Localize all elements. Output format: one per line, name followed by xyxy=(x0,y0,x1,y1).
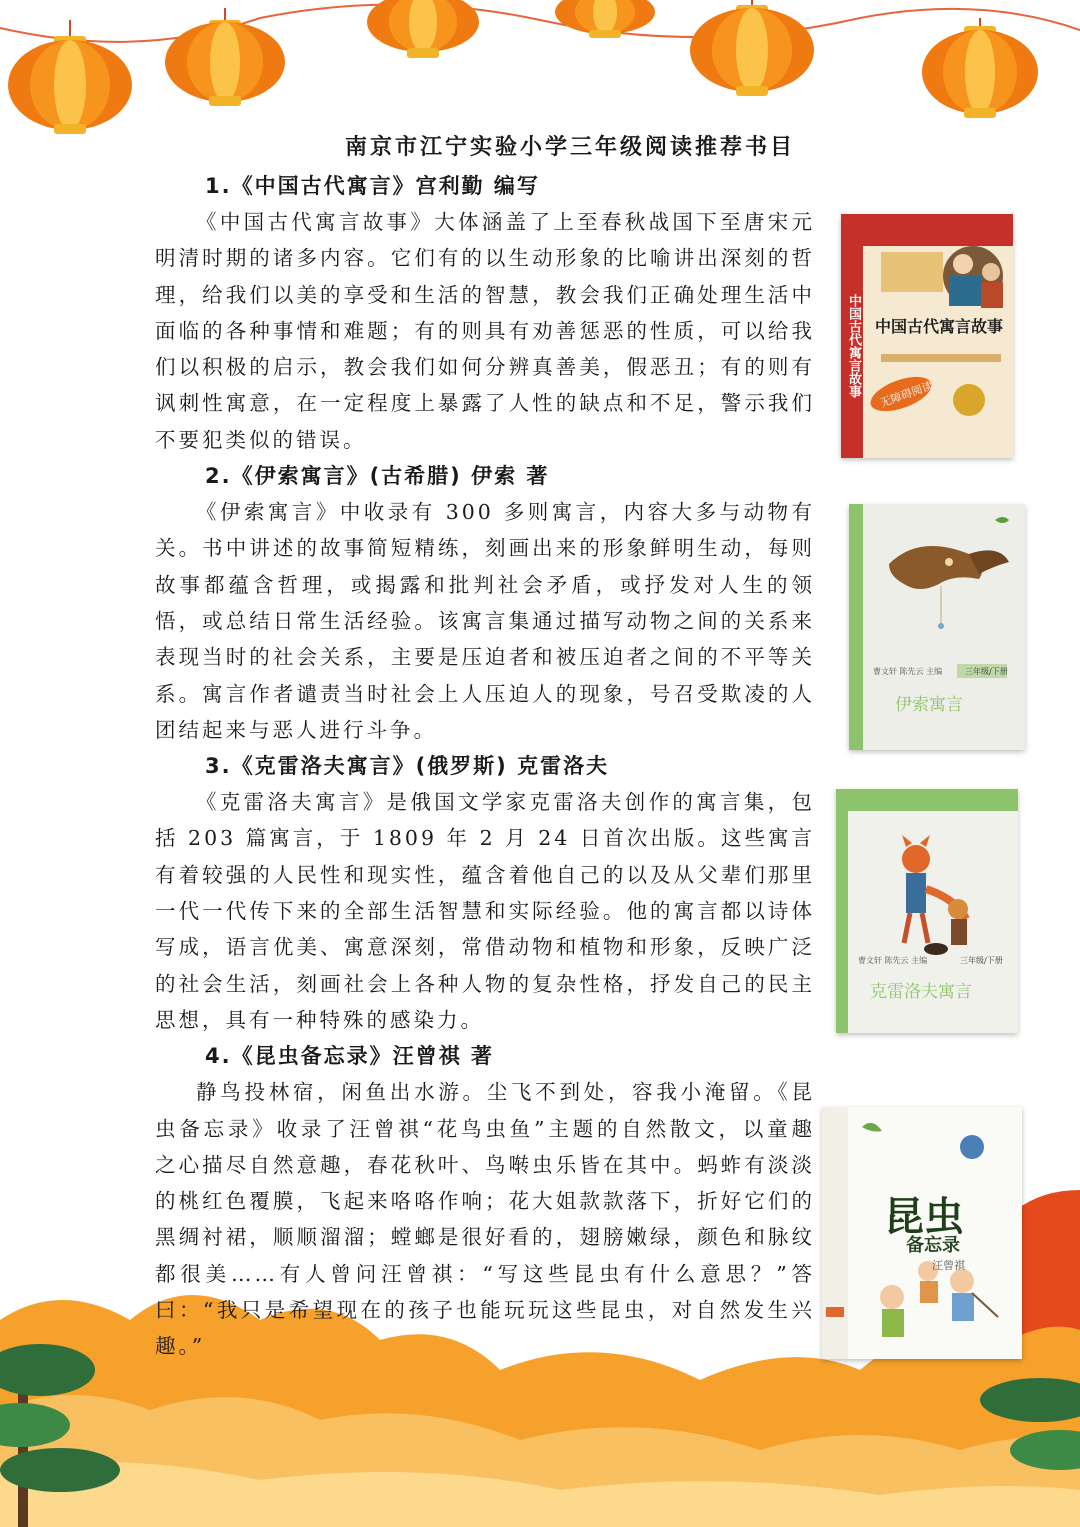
book-cover-3 xyxy=(836,789,1018,1033)
cover-1-spine: 中国古代寓言故事 xyxy=(846,294,861,398)
lantern-1 xyxy=(8,20,132,134)
cover-4-title-small: 备忘录 xyxy=(906,1235,960,1256)
lantern-string xyxy=(0,4,1080,41)
book-description-2: 《伊索寓言》中收录有 300 多则寓言，内容大多与动物有关。书中讲述的故事简短精练，刻画出来的形象鲜明生动，每则故事都蕴含哲理，或揭露和批判社会矛盾，或抒发对人生的领悟，或总结日常生活经验。该寓言集通过描写动物之间的关系来表现当时的社会关系，主要是压迫者和被压迫者之间的不平等关系。寓言作者谴责当时社会上人压迫人的现象，号召受欺凌的人团结起来与恶人进行斗争。 xyxy=(155,500,815,742)
book-cover-2 xyxy=(849,504,1025,750)
cover-3-title: 克雷洛夫寓言 xyxy=(870,982,972,1002)
book-heading-4: 4.《昆虫备忘录》汪曾祺 著 xyxy=(205,1044,494,1069)
book-heading-1: 1.《中国古代寓言》宫利勤 编写 xyxy=(205,174,540,198)
cover-2-title: 伊索寓言 xyxy=(895,695,963,715)
cover-1-title: 中国古代寓言故事 xyxy=(875,317,1004,336)
book-heading-2: 2.《伊索寓言》(古希腊) 伊索 著 xyxy=(205,464,550,489)
document-title: 南京市江宁实验小学三年级阅读推荐书目 xyxy=(344,135,795,160)
cover-2-grade: 三年级/下册 xyxy=(965,667,1008,676)
lantern-3 xyxy=(367,0,479,58)
cover-3-grade: 三年级/下册 xyxy=(960,956,1003,965)
cover-2-editors: 曹文轩 陈先云 主编 xyxy=(873,667,943,676)
cover-4-title-big: 昆虫 xyxy=(884,1193,964,1240)
lantern-2 xyxy=(165,8,285,106)
book-entry-4 xyxy=(155,1038,815,1364)
lantern-5 xyxy=(690,0,814,96)
book-description-3: 《克雷洛夫寓言》是俄国文学家克雷洛夫创作的寓言集，包括 203 篇寓言，于 1809 年 2 月 24 日首次出版。这些寓言有着较强的人民性和现实性，蕴含着他自己的以及从父辈们那里一代一代传下来的全部生活智慧和实际经验。他的寓言都以诗体写成，语言优美、寓意深刻，常借动物和植物和形象，反映广泛的社会生活，刻画社会上各种人物的复杂性格，抒发自己的民主思想，具有一种特殊的感染力。 xyxy=(155,790,815,1032)
book-entry-3 xyxy=(155,748,815,1038)
lantern-decoration xyxy=(0,0,1080,140)
book-heading-3: 3.《克雷洛夫寓言》(俄罗斯) 克雷洛夫 xyxy=(205,754,610,779)
cover-3-editors: 曹文轩 陈先云 主编 xyxy=(858,956,928,965)
book-entry-1 xyxy=(155,168,815,458)
lantern-6 xyxy=(922,18,1038,118)
book-entry-2 xyxy=(155,458,815,748)
book-list xyxy=(155,168,815,1365)
cover-4-author: 汪曾祺 xyxy=(932,1259,965,1272)
book-description-1: 《中国古代寓言故事》大体涵盖了上至春秋战国下至唐宋元明清时期的诸多内容。它们有的以生动形象的比喻讲出深刻的哲理，给我们以美的享受和生活的智慧，教会我们正确处理生活中面临的各种事情和难题；有的则具有劝善惩恶的性质，可以给我们以积极的启示，教会我们如何分辨真善美，假恶丑；有的则有讽刺性寓意，在一定程度上暴露了人性的缺点和不足，警示我们不要犯类似的错误。 xyxy=(155,210,815,452)
book-cover-4 xyxy=(822,1107,1022,1359)
book-cover-1 xyxy=(841,214,1013,458)
lantern-4 xyxy=(555,0,655,38)
cover-1-badge: 无障碍阅读 xyxy=(878,378,935,410)
book-description-4: 静鸟投林宿，闲鱼出水游。尘飞不到处，容我小淹留。《昆虫备忘录》收录了汪曾祺“花鸟虫鱼”主题的自然散文，以童趣之心描尽自然意趣，春花秋叶、鸟啭虫乐皆在其中。蚂蚱有淡淡的桃红色覆膜，飞起来咯咯作响；花大姐款款落下，折好它们的黑绸衬裙，顺顺溜溜；螳螂是很好看的，翅膀嫩绿，颜色和脉纹都很美……有人曾问汪曾祺：“写这些昆虫有什么意思？”答曰：“我只是希望现在的孩子也能玩玩这些昆虫，对自然发生兴趣。” xyxy=(155,1080,815,1359)
